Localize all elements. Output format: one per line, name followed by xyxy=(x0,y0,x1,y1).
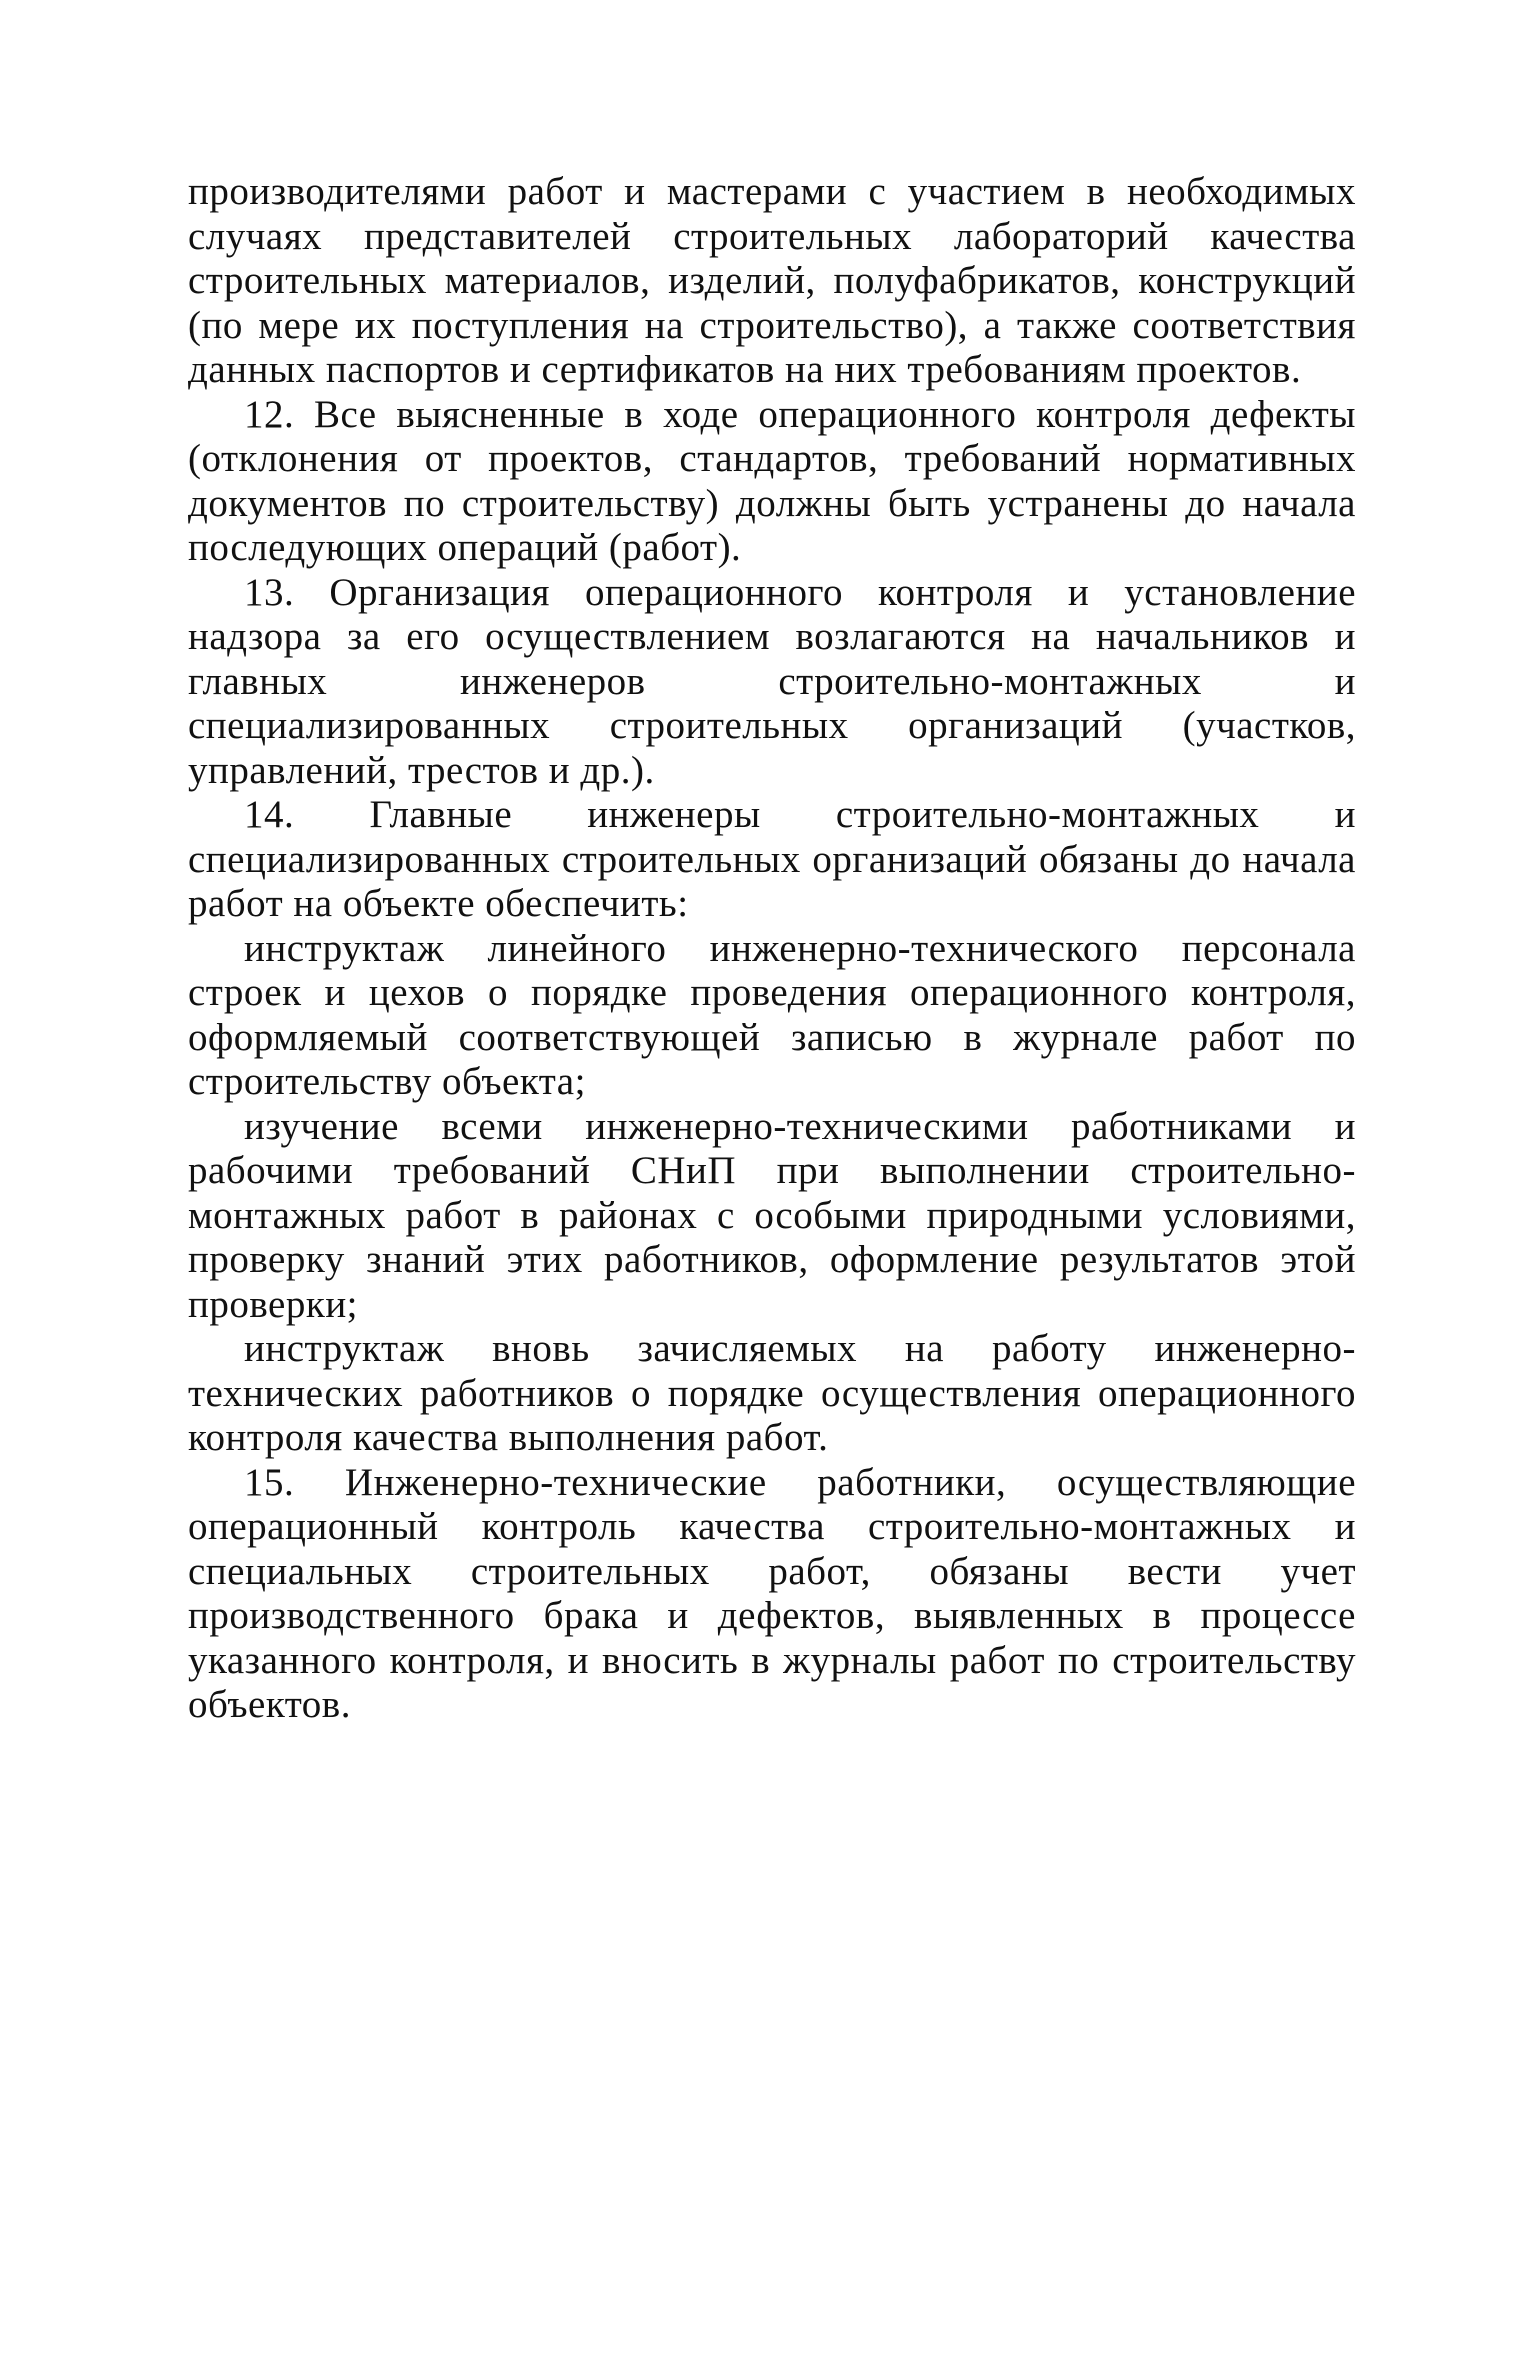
paragraph-number: 14. xyxy=(244,793,295,836)
paragraph-text: Организация операционного контроля и установление надзора за его осуществлением возлагаются на начальников и главных инженеров строительно-монтажных и специализированных строительных организаций (участков, управлений, трестов и др.). xyxy=(188,570,1356,792)
paragraph-text: инструктаж линейного инженерно-технического персонала строек и цехов о порядке проведения операционного контроля, оформляемый соответствующей записью в журнале работ по строительству объекта; xyxy=(188,926,1356,1103)
paragraph-text: Инженерно-технические работники, осуществляющие операционный контроль качества строительно-монтажных и специальных строительных работ, обязаны вести учет производственного брака и дефектов, выявленных в процессе указанного контроля, и вносить в журналы работ по строительству объектов. xyxy=(188,1460,1357,1726)
paragraph-number: 13. xyxy=(244,570,295,614)
paragraph-number: 15. xyxy=(244,1460,295,1504)
paragraph-14-item-1 xyxy=(188,927,1356,1105)
paragraph-text: Главные инженеры строительно-монтажных и специализированных строительных организаций обязаны до начала работ на объекте обеспечить: xyxy=(188,793,1356,925)
paragraph-15 xyxy=(188,1461,1356,1728)
paragraph-13 xyxy=(188,571,1356,794)
paragraph-12 xyxy=(188,393,1356,571)
paragraph-14 xyxy=(188,793,1356,927)
paragraph-text: изучение всеми инженерно-техническими работниками и рабочими требований СНиП при выполнении строительно-монтажных работ в районах с особыми природными условиями, проверку знаний этих работников, оформление результатов этой проверки; xyxy=(188,1104,1356,1326)
document-body xyxy=(188,170,1356,1728)
paragraph-14-item-2 xyxy=(188,1105,1356,1328)
paragraph-number: 12. xyxy=(244,392,295,436)
paragraph-text: Все выясненные в ходе операционного контроля дефекты (отклонения от проектов, стандартов, требований нормативных документов по строительству) должны быть устранены до начала последующих операций (работ). xyxy=(188,392,1356,569)
paragraph-14-item-3 xyxy=(188,1327,1356,1461)
paragraph-text: инструктаж вновь зачисляемых на работу инженерно-технических работников о порядке осуществления операционного контроля качества выполнения работ. xyxy=(188,1327,1356,1459)
paragraph-continuation xyxy=(188,170,1356,393)
paragraph-text: производителями работ и мастерами с участием в необходимых случаях представителей строительных лабораторий качества строительных материалов, изделий, полуфабрикатов, конструкций (по мере их поступления на строительство), а также соответствия данных паспортов и сертификатов на них требованиям проектов. xyxy=(188,170,1356,391)
